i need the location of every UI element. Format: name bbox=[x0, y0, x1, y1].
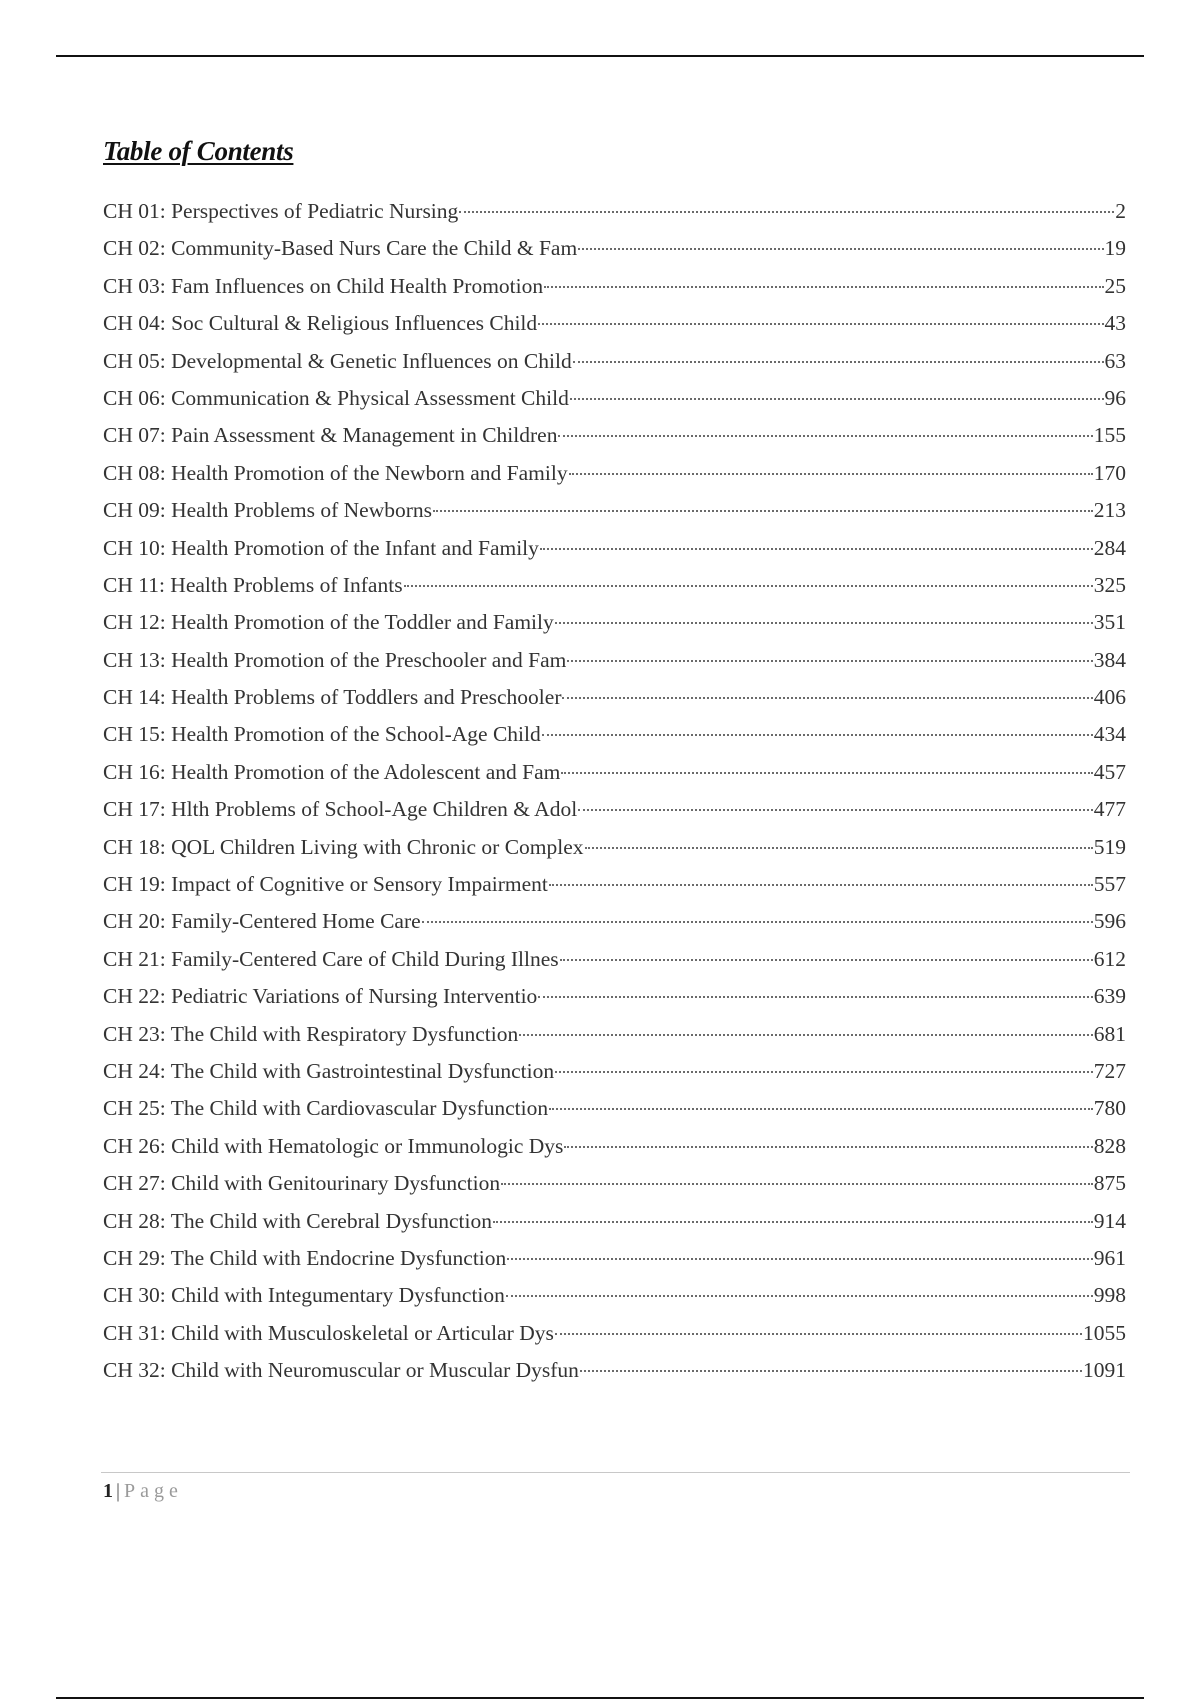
toc-entry-page: 170 bbox=[1093, 460, 1126, 485]
dot-leader bbox=[519, 1034, 1093, 1036]
toc-entry-page: 875 bbox=[1093, 1171, 1126, 1196]
dot-leader bbox=[549, 1108, 1093, 1110]
toc-entry-label: CH 18: QOL Children Living with Chronic or Complex bbox=[103, 834, 584, 859]
dot-leader bbox=[555, 1071, 1093, 1073]
dot-leader bbox=[507, 1258, 1092, 1260]
page-footer bbox=[103, 1478, 183, 1504]
dot-leader bbox=[538, 996, 1092, 998]
toc-entry-label: CH 22: Pediatric Variations of Nursing Interventio bbox=[103, 984, 538, 1009]
toc-entry[interactable] bbox=[103, 193, 1126, 230]
toc-entry-page: 213 bbox=[1093, 498, 1126, 523]
toc-entry[interactable] bbox=[103, 829, 1126, 866]
toc-entry[interactable] bbox=[103, 866, 1126, 903]
toc-entry-label: CH 13: Health Promotion of the Preschooler and Fam bbox=[103, 647, 567, 672]
toc-entry[interactable] bbox=[103, 642, 1126, 679]
toc-entry[interactable] bbox=[103, 380, 1126, 417]
toc-entry-page: 1091 bbox=[1083, 1358, 1126, 1383]
toc-entry[interactable] bbox=[103, 1165, 1126, 1202]
toc-entry-page: 155 bbox=[1093, 423, 1126, 448]
dot-leader bbox=[578, 809, 1093, 811]
toc-entry-page: 43 bbox=[1104, 311, 1126, 336]
toc-entry-label: CH 01: Perspectives of Pediatric Nursing bbox=[103, 199, 459, 223]
dot-leader bbox=[540, 548, 1093, 550]
toc-entry-page: 914 bbox=[1093, 1208, 1126, 1233]
dot-leader bbox=[549, 884, 1093, 886]
toc-entry-label: CH 14: Health Problems of Toddlers and Preschooler bbox=[103, 685, 562, 710]
footer-separator: | bbox=[116, 1480, 121, 1502]
toc-entry-label: CH 07: Pain Assessment & Management in Children bbox=[103, 423, 558, 448]
toc-entry-page: 477 bbox=[1093, 797, 1126, 822]
toc-entry-label: CH 25: The Child with Cardiovascular Dysfunction bbox=[103, 1096, 549, 1121]
toc-entry-label: CH 06: Communication & Physical Assessment Child bbox=[103, 385, 569, 410]
toc-entry-label: CH 31: Child with Musculoskeletal or Articular Dys bbox=[103, 1320, 554, 1345]
toc-entry-label: CH 16: Health Promotion of the Adolescent and Fam bbox=[103, 759, 561, 784]
toc-entry-label: CH 30: Child with Integumentary Dysfunction bbox=[103, 1283, 505, 1308]
toc-entry-page: 727 bbox=[1093, 1058, 1126, 1083]
toc-entry[interactable] bbox=[103, 716, 1126, 753]
bottom-rule bbox=[56, 1697, 1144, 1699]
dot-leader bbox=[501, 1183, 1093, 1185]
dot-leader bbox=[561, 772, 1092, 774]
toc-entry[interactable] bbox=[103, 941, 1126, 978]
toc-title: Table of Contents bbox=[103, 136, 294, 166]
dot-leader bbox=[555, 1333, 1082, 1335]
toc-entry[interactable] bbox=[103, 754, 1126, 791]
toc-entry-page: 780 bbox=[1093, 1096, 1126, 1121]
toc-entry[interactable] bbox=[103, 1016, 1126, 1053]
toc-entry[interactable] bbox=[103, 455, 1126, 492]
toc-entry-page: 612 bbox=[1093, 946, 1126, 971]
toc-entry-label: CH 32: Child with Neuromuscular or Muscular Dysfun bbox=[103, 1358, 579, 1383]
dot-leader bbox=[585, 847, 1093, 849]
toc-entry-page: 639 bbox=[1093, 984, 1126, 1009]
header-rule bbox=[56, 55, 1144, 57]
toc-entry-label: CH 12: Health Promotion of the Toddler and Family bbox=[103, 610, 554, 635]
toc-entry[interactable] bbox=[103, 1053, 1126, 1090]
dot-leader bbox=[564, 1146, 1092, 1148]
toc-entry[interactable] bbox=[103, 1203, 1126, 1240]
toc-entry[interactable] bbox=[103, 1240, 1126, 1277]
dot-leader bbox=[573, 361, 1104, 363]
dot-leader bbox=[506, 1295, 1093, 1297]
toc-entry[interactable] bbox=[103, 230, 1126, 267]
toc-entry-label: CH 23: The Child with Respiratory Dysfunction bbox=[103, 1021, 519, 1046]
toc-entry-page: 828 bbox=[1093, 1133, 1126, 1158]
toc-entry-label: CH 27: Child with Genitourinary Dysfunction bbox=[103, 1171, 501, 1196]
toc-entry-label: CH 28: The Child with Cerebral Dysfunction bbox=[103, 1208, 492, 1233]
toc-entry-label: CH 15: Health Promotion of the School-Age Child bbox=[103, 722, 541, 747]
toc-entry[interactable] bbox=[103, 567, 1126, 604]
dot-leader bbox=[580, 1370, 1082, 1372]
toc-entry-page: 519 bbox=[1093, 834, 1126, 859]
toc-entry-page: 96 bbox=[1104, 385, 1126, 410]
toc-entry-label: CH 10: Health Promotion of the Infant and Family bbox=[103, 535, 539, 560]
toc-entry-label: CH 26: Child with Hematologic or Immunologic Dys bbox=[103, 1133, 564, 1158]
toc-entry[interactable] bbox=[103, 978, 1126, 1015]
toc-entry-page: 19 bbox=[1104, 236, 1126, 261]
toc-entry-page: 351 bbox=[1093, 610, 1126, 635]
toc-entry[interactable] bbox=[103, 1277, 1126, 1314]
toc-entry-label: CH 11: Health Problems of Infants bbox=[103, 572, 403, 597]
toc-entry-page: 2 bbox=[1115, 199, 1126, 223]
dot-leader bbox=[555, 622, 1093, 624]
toc-entry-page: 284 bbox=[1093, 535, 1126, 560]
toc-entry-label: CH 02: Community-Based Nurs Care the Child & Fam bbox=[103, 236, 578, 261]
toc-entry-page: 557 bbox=[1093, 872, 1126, 897]
toc-entry-page: 457 bbox=[1093, 759, 1126, 784]
toc-entry-page: 998 bbox=[1093, 1283, 1126, 1308]
toc-entry-label: CH 24: The Child with Gastrointestinal Dysfunction bbox=[103, 1058, 555, 1083]
toc-entry-label: CH 03: Fam Influences on Child Health Promotion bbox=[103, 273, 544, 298]
footer-rule bbox=[101, 1472, 1130, 1473]
dot-leader bbox=[570, 398, 1104, 400]
toc-entry[interactable] bbox=[103, 417, 1126, 454]
toc-entry-label: CH 04: Soc Cultural & Religious Influences Child bbox=[103, 311, 538, 336]
toc-entry-page: 961 bbox=[1093, 1245, 1126, 1270]
toc-entry[interactable] bbox=[103, 343, 1126, 380]
toc-entry-label: CH 21: Family-Centered Care of Child During Illnes bbox=[103, 946, 559, 971]
dot-leader bbox=[493, 1221, 1093, 1223]
toc-entry-page: 384 bbox=[1093, 647, 1126, 672]
dot-leader bbox=[404, 585, 1093, 587]
toc-entry-page: 1055 bbox=[1083, 1320, 1126, 1345]
toc-entry[interactable] bbox=[103, 1352, 1126, 1389]
toc-entry[interactable] bbox=[103, 1090, 1126, 1127]
toc-entry[interactable] bbox=[103, 1128, 1126, 1165]
footer-page-label: Page bbox=[124, 1480, 183, 1502]
dot-leader bbox=[459, 211, 1114, 213]
toc-entry[interactable] bbox=[103, 791, 1126, 828]
dot-leader bbox=[578, 248, 1103, 250]
toc-entry-page: 406 bbox=[1093, 685, 1126, 710]
toc-entry-label: CH 08: Health Promotion of the Newborn and Family bbox=[103, 460, 568, 485]
toc-entry[interactable] bbox=[103, 604, 1126, 641]
dot-leader bbox=[562, 697, 1092, 699]
toc-entry[interactable] bbox=[103, 679, 1126, 716]
toc-entry[interactable] bbox=[103, 903, 1126, 940]
dot-leader bbox=[569, 473, 1093, 475]
toc-entry[interactable] bbox=[103, 492, 1126, 529]
dot-leader bbox=[422, 921, 1093, 923]
toc-entry-label: CH 19: Impact of Cognitive or Sensory Impairment bbox=[103, 872, 548, 897]
toc-entry[interactable] bbox=[103, 268, 1126, 305]
toc-entry-page: 325 bbox=[1093, 572, 1126, 597]
toc-entry-label: CH 05: Developmental & Genetic Influences on Child bbox=[103, 348, 572, 373]
toc-list bbox=[103, 193, 1126, 1390]
dot-leader bbox=[544, 286, 1103, 288]
toc-entry-page: 596 bbox=[1093, 909, 1126, 934]
toc-entry-label: CH 09: Health Problems of Newborns bbox=[103, 498, 433, 523]
toc-entry-page: 63 bbox=[1104, 348, 1126, 373]
dot-leader bbox=[560, 959, 1093, 961]
toc-entry-label: CH 29: The Child with Endocrine Dysfunction bbox=[103, 1245, 507, 1270]
toc-entry[interactable] bbox=[103, 305, 1126, 342]
toc-entry[interactable] bbox=[103, 530, 1126, 567]
toc-entry-label: CH 17: Hlth Problems of School-Age Children & Adol bbox=[103, 797, 578, 822]
dot-leader bbox=[538, 323, 1103, 325]
toc-entry-label: CH 20: Family-Centered Home Care bbox=[103, 909, 421, 934]
toc-entry[interactable] bbox=[103, 1315, 1126, 1352]
dot-leader bbox=[542, 734, 1093, 736]
footer-page-number: 1 bbox=[103, 1480, 113, 1502]
toc-entry-page: 25 bbox=[1104, 273, 1126, 298]
toc-entry-page: 681 bbox=[1093, 1021, 1126, 1046]
dot-leader bbox=[567, 660, 1092, 662]
toc-entry-page: 434 bbox=[1093, 722, 1126, 747]
dot-leader bbox=[558, 435, 1092, 437]
dot-leader bbox=[433, 510, 1093, 512]
